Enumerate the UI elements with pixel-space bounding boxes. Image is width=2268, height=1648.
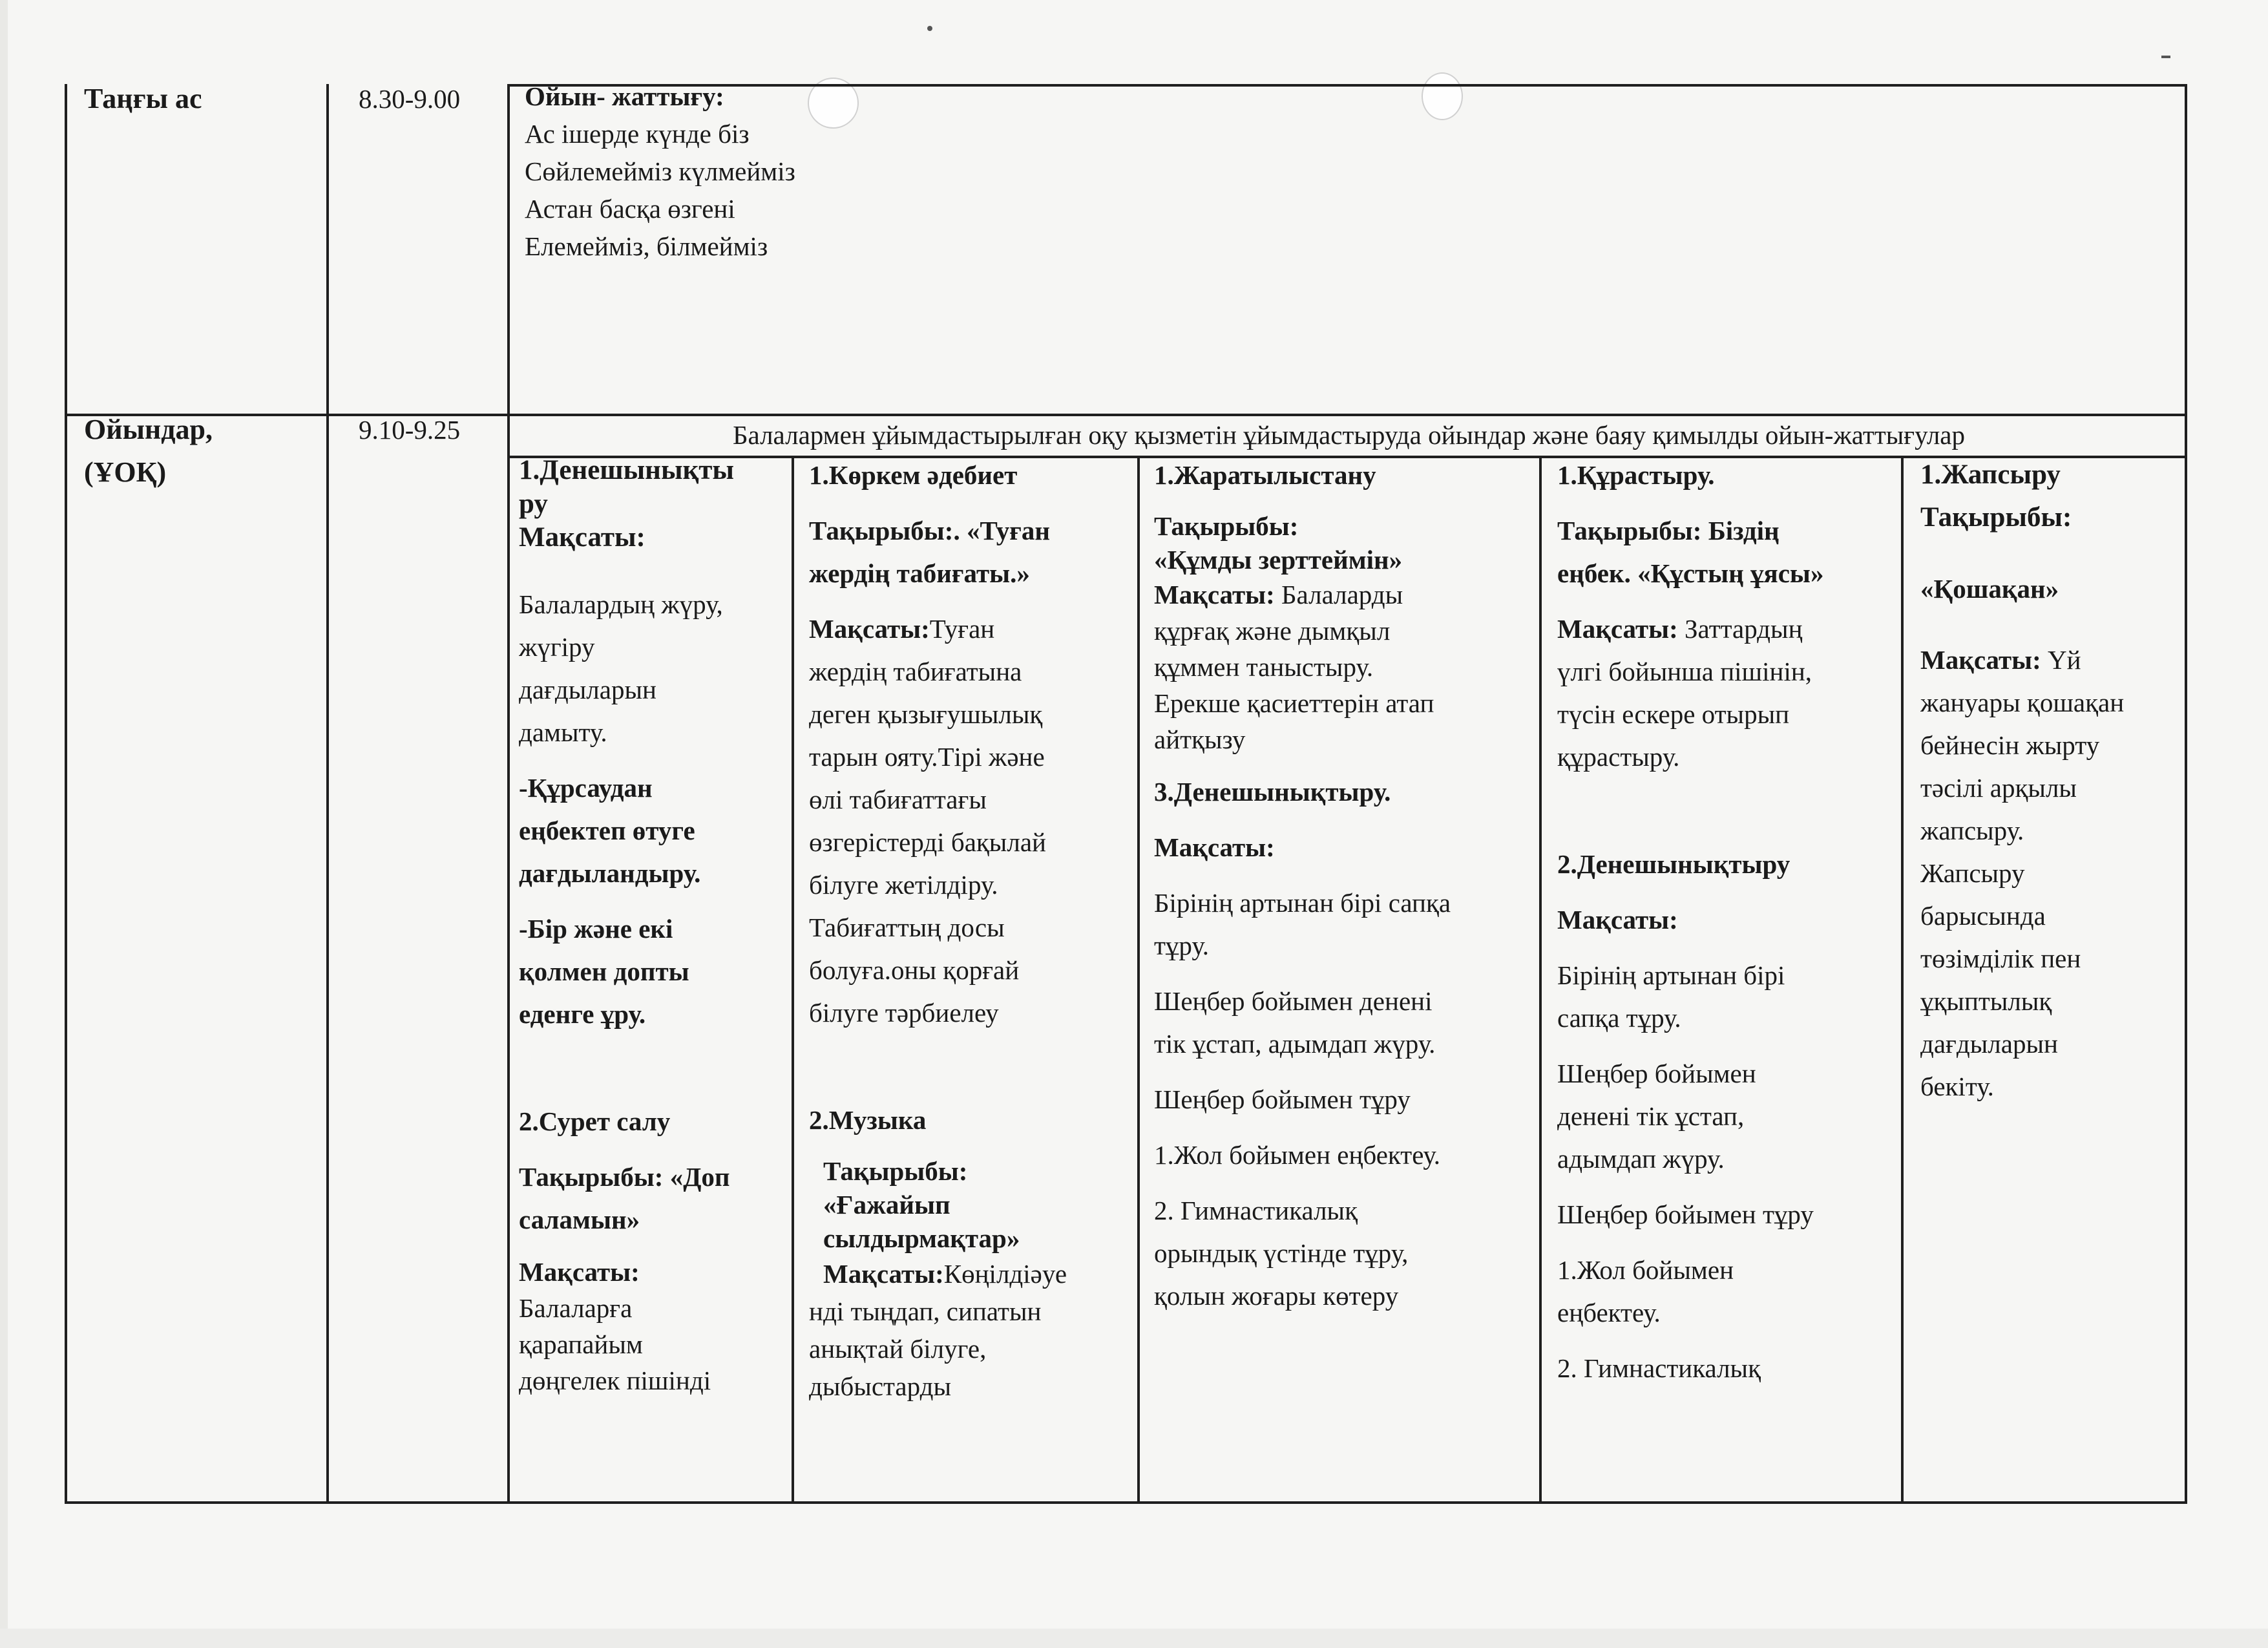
text-line: дағдыларын <box>519 675 656 704</box>
text-line: Табиғаттың досы <box>809 913 1005 942</box>
col4-heading-2 <box>1557 843 1900 885</box>
text-line: төзімділік пен <box>1920 944 2081 973</box>
text-line: орындық үстінде тұру, <box>1154 1238 1409 1268</box>
text-line: еңбектеу. <box>1557 1298 1661 1327</box>
activities-banner: Балалармен ұйымдастырылған оқу қызметін ұйымдастыруда ойындар және баяу қимылды ойын-жаттығулар <box>733 420 1965 450</box>
text-line: Балаларды <box>1274 580 1403 609</box>
text-line: қарапайым <box>519 1329 643 1359</box>
topic-text <box>519 1156 790 1241</box>
text-line: Заттардың <box>1677 614 1803 644</box>
row-label-breakfast <box>84 78 323 120</box>
text-line: Шеңбер бойымен денені <box>1154 986 1433 1016</box>
text-line: дамыту. <box>519 717 607 747</box>
activity-column-2 <box>809 454 1135 1405</box>
step-text <box>1557 1347 1900 1389</box>
text-line: Балалардың жүру, <box>519 589 723 619</box>
text-line: -Бір және екі <box>519 914 673 944</box>
goal-text <box>1920 639 2183 1108</box>
text-line: дағдыландыру. <box>519 858 701 888</box>
goal-text <box>809 607 1135 1034</box>
text-line: 1.Жол бойымен <box>1557 1255 1734 1285</box>
table-right-border <box>2185 84 2187 1504</box>
text-line: адымдап жүру. <box>1557 1144 1725 1174</box>
text-line: Тақырыбы: «Доп <box>519 1162 730 1192</box>
text-line: жердің табиғаты.» <box>809 558 1030 588</box>
text-line: «Құмды зерттеймін» <box>1154 545 1403 575</box>
step-text <box>1557 954 1900 1039</box>
text-line: бекіту. <box>1920 1072 1994 1101</box>
row-time-games <box>359 408 507 451</box>
col2-heading <box>809 454 1135 496</box>
task-text <box>519 766 790 894</box>
goal-text-2 <box>519 1254 790 1399</box>
text-line: Шеңбер бойымен тұру <box>1557 1199 1814 1229</box>
step-text <box>1154 882 1538 967</box>
step-text <box>1557 1249 1900 1334</box>
text-line: Туған <box>929 614 995 644</box>
table-left-border <box>65 84 67 1504</box>
goal-text <box>1154 576 1538 757</box>
heading-line: ру <box>519 489 548 519</box>
text-line: дағдыларын <box>1920 1029 2058 1059</box>
col3-heading <box>1154 454 1538 496</box>
text-line: болуға.оны қорғай <box>809 955 1020 985</box>
text-line: дыбыстарды <box>809 1371 951 1401</box>
poem-line: Елемейміз, білмейміз <box>525 231 768 261</box>
text-line: анықтай білуге, <box>809 1334 987 1364</box>
text-line: Тақырыбы:. «Туған <box>809 516 1050 545</box>
poem-line: Сөйлемейміз күлмейміз <box>525 156 795 186</box>
text-line: денені тік ұстап, <box>1557 1101 1745 1131</box>
text-line: жердің табиғатына <box>809 657 1022 686</box>
text-line: еденге ұру. <box>519 999 646 1029</box>
text-line: Ерекше қасиеттерін атап <box>1154 688 1434 718</box>
text-line: нді тыңдап, сипатын <box>809 1296 1042 1326</box>
row-label-games <box>84 408 323 494</box>
text-line: Бірінің артынан бірі <box>1557 960 1785 990</box>
scan-dot <box>927 26 932 31</box>
text-line: жануары қошақан <box>1920 688 2125 717</box>
goal-label: Мақсаты: <box>809 614 930 644</box>
row-label-line: Ойындар, <box>84 414 213 445</box>
scan-left-edge <box>0 0 8 1648</box>
activity-column-3 <box>1154 454 1538 1317</box>
col-divider-1 <box>792 456 794 1504</box>
text-line: жүгіру <box>519 632 595 662</box>
col1-heading <box>519 454 790 555</box>
text-line: құрастыру. <box>1557 742 1680 772</box>
text-line: «Ғажайып <box>823 1190 950 1220</box>
text-line: түсін ескере отырып <box>1557 699 1790 729</box>
goal-text-2-cont <box>809 1293 1135 1405</box>
step-text <box>1557 1052 1900 1180</box>
goal-label-2 <box>1557 898 1900 941</box>
goal-label: Мақсаты: <box>823 1259 944 1289</box>
text-line: саламын» <box>519 1205 640 1234</box>
time-value: 8.30-9.00 <box>359 84 461 114</box>
text-line: еңбек. «Құстың ұясы» <box>1557 558 1824 588</box>
col-divider-2 <box>1137 456 1140 1504</box>
text-line: өлі табиғаттағы <box>809 785 987 814</box>
step-text <box>1557 1193 1900 1236</box>
text-line: қолмен допты <box>519 956 689 986</box>
text-line: Тақырыбы: Біздің <box>1557 516 1780 545</box>
goal-label: Мақсаты: <box>519 1257 640 1287</box>
col3-heading-2 <box>1154 770 1538 813</box>
step-text <box>1154 1078 1538 1121</box>
text-line: 1.Жол бойымен еңбектеу. <box>1154 1140 1441 1170</box>
text-line: еңбектеп өтуге <box>519 816 695 845</box>
text-line: қолын жоғары көтеру <box>1154 1281 1399 1311</box>
text-line: дөңгелек пішінді <box>519 1366 711 1395</box>
text-line: Үй <box>2041 645 2081 675</box>
text-line: Шеңбер бойымен тұру <box>1154 1084 1411 1114</box>
text-line: жапсыру. <box>1920 816 2024 845</box>
heading-line: 1.Денешынықты <box>519 455 734 485</box>
text-line: 3.Денешынықтыру. <box>1154 777 1391 807</box>
text-line: тік ұстап, адымдап жүру. <box>1154 1029 1436 1059</box>
text-line: 2.Сурет салу <box>519 1106 671 1136</box>
text-line: ұқыптылық <box>1920 986 2052 1016</box>
text-line: Шеңбер бойымен <box>1557 1059 1756 1088</box>
text-line: Мақсаты: <box>1154 832 1275 862</box>
col2-heading-2 <box>809 1099 1135 1141</box>
text-line: 1.Жаратылыстану <box>1154 460 1376 490</box>
goal-label: Мақсаты: <box>1920 645 2041 675</box>
topic-text <box>809 509 1135 595</box>
text-line: «Қошақан» <box>1920 574 2059 604</box>
activity-column-1 <box>519 454 790 1399</box>
step-text <box>1154 1189 1538 1317</box>
topic-text <box>1920 567 2183 610</box>
text-line: деген қызығушылық <box>809 699 1043 729</box>
col-divider-time <box>326 84 329 1504</box>
text-line: 2.Музыка <box>809 1105 927 1135</box>
text-line: Жапсыру <box>1920 858 2025 888</box>
scan-dot <box>2161 56 2170 58</box>
goal-label: Мақсаты: <box>1154 580 1275 609</box>
text-line: Тақырыбы: <box>1920 502 2072 533</box>
text-line: Мақсаты: <box>1557 905 1678 935</box>
text-line: 1.Жапсыру <box>1920 460 2061 490</box>
text-line: 1.Құрастыру. <box>1557 460 1715 490</box>
goal-text <box>519 583 790 754</box>
task-text <box>519 907 790 1035</box>
goal-text <box>1557 607 1900 778</box>
text-line: Көңілдіәуе <box>943 1259 1067 1289</box>
text-line: құммен таныстыру. <box>1154 652 1374 682</box>
col-divider-content <box>507 84 510 1504</box>
text-line: 2. Гимнастикалық <box>1154 1196 1358 1225</box>
text-line: құрғақ және дымқыл <box>1154 616 1391 646</box>
step-text <box>1154 980 1538 1065</box>
col4-heading <box>1557 454 1900 496</box>
text-line: барысында <box>1920 901 2046 931</box>
col5-heading <box>1920 454 2183 539</box>
goal-label: Мақсаты: <box>1557 614 1678 644</box>
text-line: айтқызу <box>1154 724 1246 754</box>
scan-scuff-mark <box>1422 72 1463 120</box>
text-line: 2.Денешынықтыру <box>1557 849 1790 879</box>
text-line: -Құрсаудан <box>519 773 653 803</box>
text-line: тарын ояту.Тірі және <box>809 742 1045 772</box>
text-line: 2. Гимнастикалық <box>1557 1353 1761 1383</box>
breakfast-content <box>525 78 1300 265</box>
step-text <box>1154 1134 1538 1176</box>
topic-text <box>809 1154 1135 1255</box>
text-line: бейнесін жырту <box>1920 730 2100 760</box>
text-line: Тақырыбы: <box>823 1156 968 1186</box>
table-bottom-border <box>65 1501 2187 1504</box>
text-line: 1.Көркем әдебиет <box>809 460 1018 490</box>
text-line: білуге тәрбиелеу <box>809 998 999 1028</box>
activity-column-4 <box>1557 454 1900 1389</box>
time-value: 9.10-9.25 <box>359 415 461 445</box>
poem-line: Ас ішерде күнде біз <box>525 119 750 149</box>
text-line: өзгерістерді бақылай <box>809 827 1046 857</box>
poem-line: Астан басқа өзгені <box>525 194 735 224</box>
text-line: Балаларға <box>519 1293 633 1323</box>
goal-text-2 <box>809 1255 1135 1293</box>
col-divider-3 <box>1539 456 1542 1504</box>
text-line: Бірінің артынан бірі сапқа <box>1154 888 1451 918</box>
game-exercise-title: Ойын- жаттығу: <box>525 81 724 111</box>
text-line: білуге жетілдіру. <box>809 870 998 900</box>
text-line: тәсілі арқылы <box>1920 773 2077 803</box>
text-line: Тақырыбы: <box>1154 511 1299 541</box>
activity-column-5 <box>1920 454 2183 1108</box>
text-line: үлгі бойынша пішінін, <box>1557 657 1812 686</box>
text-line: сылдырмақтар» <box>823 1223 1020 1253</box>
text-line: тұру. <box>1154 931 1210 960</box>
row-label-line: Таңғы ас <box>84 83 202 114</box>
row-time-breakfast <box>359 78 507 120</box>
col1-heading-2 <box>519 1100 790 1143</box>
text-line: сапқа тұру. <box>1557 1003 1681 1033</box>
goal-label-2 <box>1154 826 1538 869</box>
topic-text <box>1557 509 1900 595</box>
scan-bottom-edge <box>0 1629 2268 1648</box>
col-divider-4 <box>1901 456 1904 1504</box>
goal-label: Мақсаты: <box>519 522 646 553</box>
row-label-line: (ҰОҚ) <box>84 456 167 488</box>
topic-text <box>1154 509 1538 576</box>
